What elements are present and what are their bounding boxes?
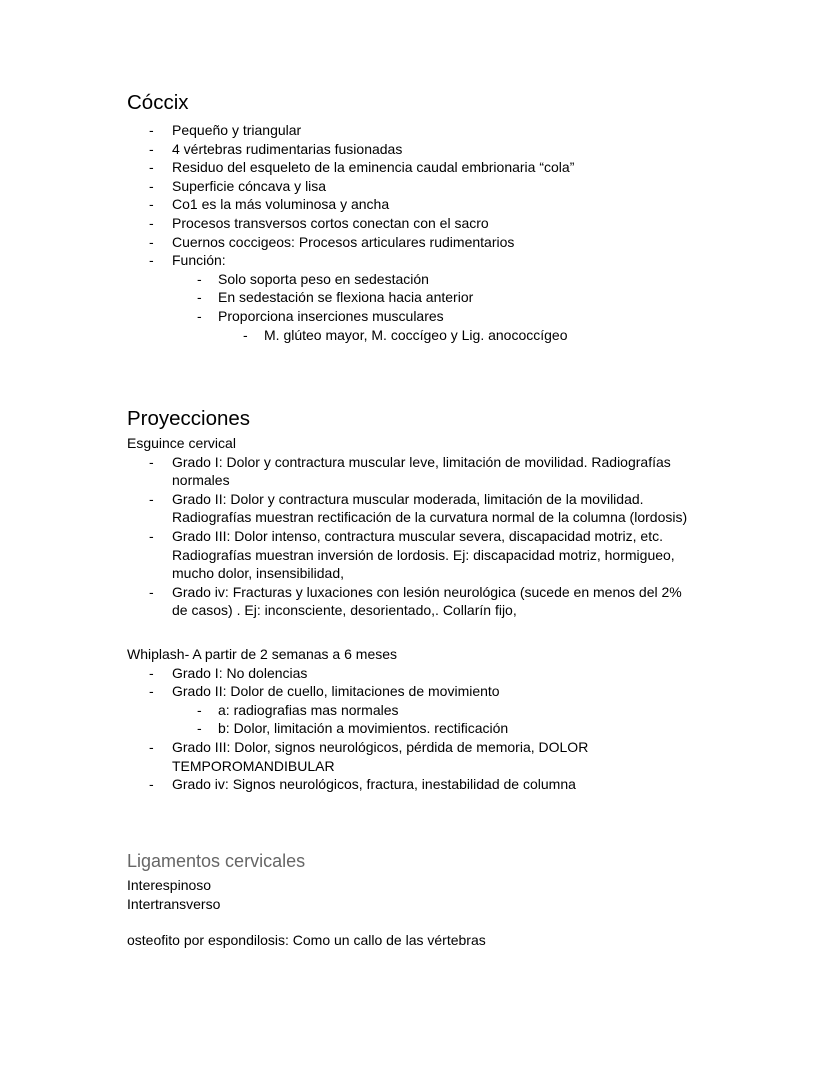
bullet-dash: - [149, 664, 154, 681]
list-item-text: Solo soporta peso en sedestación [218, 270, 429, 287]
whiplash-label: Whiplash- A partir de 2 semanas a 6 meses [127, 646, 398, 662]
list-item-text: Residuo del esqueleto de la eminencia caudal embrionaria “cola” [172, 159, 575, 176]
osteofito-note: osteofito por espondilosis: Como un callo de las vértebras [127, 932, 486, 949]
section-ligamentos [127, 849, 707, 950]
list-item [127, 177, 707, 196]
list-item [127, 195, 707, 214]
list-item [127, 251, 707, 270]
bullet-dash: - [149, 140, 154, 157]
list-item-text: M. glúteo mayor, M. coccígeo y Lig. anococcígeo [264, 326, 568, 343]
bullet-dash: - [149, 177, 154, 194]
list-item-text: Co1 es la más voluminosa y ancha [172, 196, 390, 213]
bullet-dash: - [149, 583, 154, 600]
bullet-dash: - [149, 252, 154, 269]
list-item-text: b: Dolor, limitación a movimientos. rectificación [218, 720, 509, 737]
heading-ligamentos: Ligamentos cervicales [127, 851, 306, 871]
list-item-text: Pequeño y triangular [172, 122, 302, 138]
list-item-text: Grado I: Dolor y contractura muscular leve, limitación de movilidad. Radiografías normales [172, 453, 671, 489]
list-item [127, 527, 707, 583]
list-item [127, 214, 707, 233]
bullet-dash: - [149, 527, 154, 544]
bullet-dash: - [197, 720, 202, 737]
list-item-text: En sedestación se flexiona hacia anterior [218, 289, 474, 306]
section-proyecciones [127, 406, 707, 620]
list-item [127, 121, 707, 140]
heading-coccix: Cóccix [127, 91, 189, 114]
list-item [127, 775, 707, 794]
list-item [127, 270, 707, 289]
bullet-dash: - [149, 122, 154, 138]
bullet-dash: - [149, 453, 154, 470]
bullet-dash: - [149, 776, 154, 793]
list-item [127, 326, 707, 345]
bullet-dash: - [149, 233, 154, 250]
bullet-dash: - [149, 214, 154, 231]
list-item-text: Grado III: Dolor, signos neurológicos, pérdida de memoria, DOLOR TEMPOROMANDIBULAR [172, 738, 589, 774]
whiplash-list [127, 664, 707, 794]
bullet-dash: - [149, 490, 154, 507]
list-item-text: Proporciona inserciones musculares [218, 307, 444, 324]
section-coccix [127, 90, 707, 344]
list-item [127, 682, 707, 701]
list-item [127, 453, 707, 490]
list-item-text: Superficie cóncava y lisa [172, 177, 327, 194]
list-item [127, 307, 707, 326]
bullet-dash: - [197, 289, 202, 306]
esguince-label: Esguince cervical [127, 435, 236, 451]
list-item [127, 158, 707, 177]
list-item [127, 719, 707, 738]
bullet-dash: - [149, 738, 154, 755]
list-item-text: Grado iv: Fracturas y luxaciones con lesión neurológica (sucede en menos del 2% de casos) . Ej: inconsciente, desorientado,. Collarín fijo, [172, 583, 682, 619]
list-item [127, 140, 707, 159]
list-item-text: Grado II: Dolor de cuello, limitaciones de movimiento [172, 683, 500, 700]
list-item [127, 583, 707, 620]
bullet-dash: - [243, 326, 248, 343]
list-item-text: Grado iv: Signos neurológicos, fractura, inestabilidad de columna [172, 776, 576, 793]
bullet-dash: - [197, 270, 202, 287]
list-item [127, 664, 707, 683]
bullet-dash: - [149, 196, 154, 213]
list-item-text: Grado II: Dolor y contractura muscular moderada, limitación de la movilidad. Radiografías muestran rectificación de la curvatura normal de la columna (lordosis) [172, 490, 688, 526]
list-item-text: Grado I: No dolencias [172, 664, 308, 681]
list-item-text: Grado III: Dolor intenso, contractura muscular severa, discapacidad motriz, etc. Radiografías muestran inversión de lordosis. Ej: discapacidad motriz, hormigueo, mucho dolor, insensibilidad, [172, 527, 675, 582]
list-item [127, 738, 707, 775]
list-item-text: Procesos transversos cortos conectan con el sacro [172, 214, 489, 231]
section-whiplash [127, 645, 707, 794]
list-item-text: 4 vértebras rudimentarias fusionadas [172, 140, 403, 157]
ligamento-interespinoso: Interespinoso [127, 877, 212, 893]
list-item-text: Cuernos coccigeos: Procesos articulares rudimentarios [172, 233, 515, 250]
bullet-dash: - [149, 159, 154, 176]
ligamento-intertransverso: Intertransverso [127, 895, 221, 912]
coccix-list [127, 121, 707, 344]
bullet-dash: - [149, 683, 154, 700]
heading-proyecciones: Proyecciones [127, 407, 251, 430]
list-item-text: Función: [172, 252, 226, 269]
esguince-list [127, 453, 707, 620]
bullet-dash: - [197, 307, 202, 324]
list-item [127, 233, 707, 252]
list-item [127, 701, 707, 720]
list-item [127, 288, 707, 307]
list-item-text: a: radiografias mas normales [218, 701, 399, 718]
list-item [127, 490, 707, 527]
bullet-dash: - [197, 701, 202, 718]
